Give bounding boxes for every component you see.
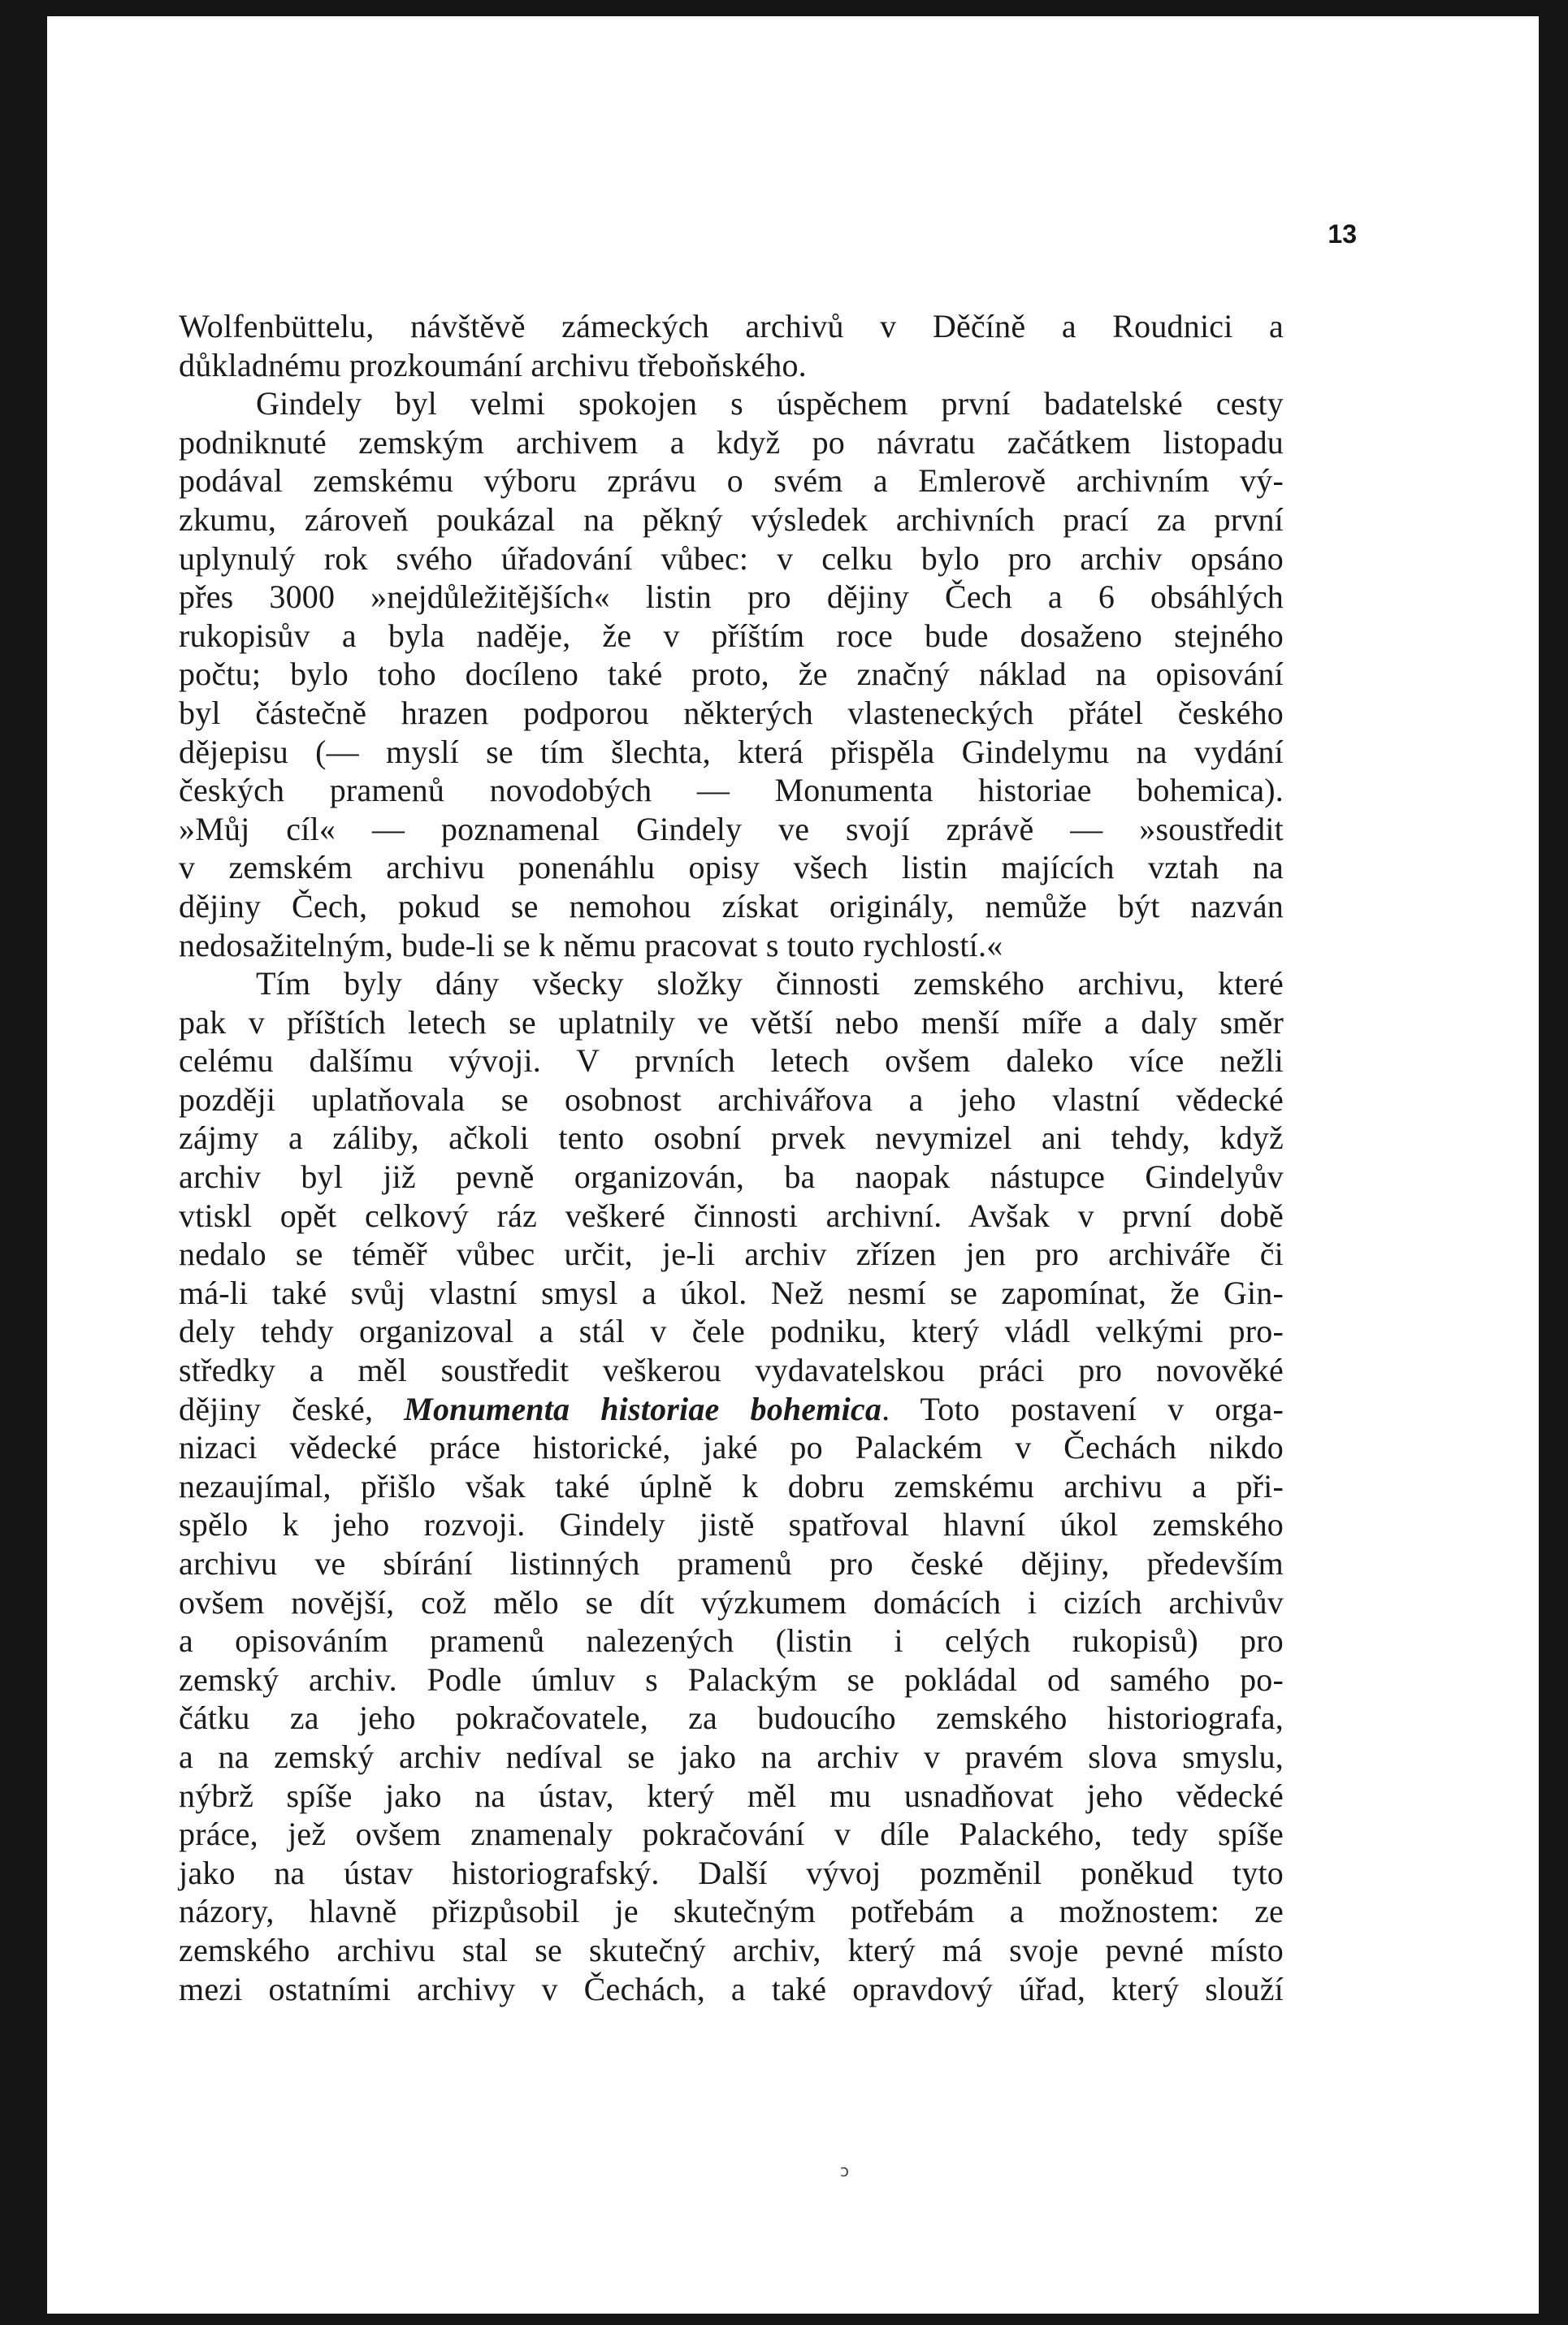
text-line: rukopisův a byla naděje, že v příštím roce bude dosaženo stejného — [179, 617, 1284, 654]
body-text — [179, 307, 1284, 2008]
text-line: Tím byly dány všecky složky činnosti zemského archivu, které — [256, 965, 1284, 1002]
text-line: zemský archiv. Podle úmluv s Palackým se pokládal od samého po- — [179, 1660, 1284, 1698]
text-segment: dějiny české, — [179, 1390, 405, 1427]
text-line-with-italic-title — [179, 1390, 1284, 1429]
text-line: zájmy a záliby, ačkoli tento osobní prvek nevymizel ani tehdy, když — [179, 1119, 1284, 1157]
text-line: mezi ostatními archivy v Čechách, a také opravdový úřad, který slouží — [179, 1970, 1284, 2007]
text-line: zemského archivu stal se skutečný archiv, který má svoje pevné místo — [179, 1931, 1284, 1968]
text-line: zkumu, zároveň poukázal na pěkný výsledek archivních prací za první — [179, 500, 1284, 538]
text-line: celému dalšímu vývoji. V prvních letech ovšem daleko více nežli — [179, 1042, 1284, 1080]
text-line: počtu; bylo toho docíleno také proto, že značný náklad na opisování — [179, 656, 1284, 693]
text-line: pak v příštích letech se uplatnily ve větší nebo menší míře a daly směr — [179, 1003, 1284, 1041]
text-line: středky a měl soustředit veškerou vydavatelskou práci pro novověké — [179, 1352, 1284, 1389]
text-line: práce, jež ovšem znamenaly pokračování v díle Palackého, tedy spíše — [179, 1816, 1284, 1853]
text-line: a opisováním pramenů nalezených (listin i celých rukopisů) pro — [179, 1622, 1284, 1660]
text-line: později uplatňovala se osobnost archivářova a jeho vlastní vědecké — [179, 1080, 1284, 1118]
text-line: spělo k jeho rozvoji. Gindely jistě spatřoval hlavní úkol zemského — [179, 1506, 1284, 1544]
text-line: jako na ústav historiografský. Další vývoj pozměnil poněkud tyto — [179, 1854, 1284, 1891]
text-line: dely tehdy organizoval a stál v čele podniku, který vládl velkými pro- — [179, 1313, 1284, 1350]
italic-title: Monumenta historiae bohemica — [404, 1390, 882, 1427]
text-line: nýbrž spíše jako na ústav, který měl mu usnadňovat jeho vědecké — [179, 1777, 1284, 1814]
text-line: má-li také svůj vlastní smysl a úkol. Než nesmí se zapomínat, že Gin- — [179, 1274, 1284, 1311]
text-line: českých pramenů novodobých — Monumenta historiae bohemica). — [179, 772, 1284, 809]
text-line: Gindely byl velmi spokojen s úspěchem první badatelské cesty — [256, 385, 1284, 422]
text-line: nedalo se téměř vůbec určit, je-li archiv zřízen jen pro archiváře či — [179, 1236, 1284, 1273]
text-line: a na zemský archiv nedíval se jako na archiv v pravém slova smyslu, — [179, 1738, 1284, 1775]
text-line: podával zemskému výboru zprávu o svém a Emlerově archivním vý- — [179, 462, 1284, 500]
text-line: vtiskl opět celkový ráz veškeré činnosti archivní. Avšak v první době — [179, 1197, 1284, 1234]
text-line: ovšem novější, což mělo se dít výzkumem domácích i cizích archivův — [179, 1583, 1284, 1621]
text-line: byl částečně hrazen podporou některých vlasteneckých přátel českého — [179, 694, 1284, 731]
text-line: dějiny Čech, pokud se nemohou získat originály, nemůže být nazván — [179, 887, 1284, 924]
text-line: archivu ve sbírání listinných pramenů pro české dějiny, především — [179, 1545, 1284, 1582]
text-line: archiv byl již pevně organizován, ba naopak nástupce Gindelyův — [179, 1158, 1284, 1196]
text-line: důkladnému prozkoumání archivu třeboňského. — [179, 346, 807, 383]
text-line: podniknuté zemským archivem a když po návratu začátkem listopadu — [179, 423, 1284, 461]
text-line: v zemském archivu ponenáhlu opisy všech listin majících vztah na — [179, 849, 1284, 886]
text-line: uplynulý rok svého úřadování vůbec: v celku bylo pro archiv opsáno — [179, 539, 1284, 577]
text-segment: . Toto postavení v orga- — [881, 1390, 1284, 1427]
bottom-mark: ɔ — [840, 2161, 849, 2180]
text-line: čátku za jeho pokračovatele, za budoucího zemského historiografa, — [179, 1699, 1284, 1737]
text-line: nedosažitelným, bude-li se k němu pracovat s touto rychlostí.« — [179, 926, 1003, 963]
text-line: »Můj cíl« — poznamenal Gindely ve svojí zprávě — »soustředit — [179, 810, 1284, 847]
text-line: nezaujímal, přišlo však také úplně k dobru zemskému archivu a při- — [179, 1467, 1284, 1505]
text-line: názory, hlavně přizpůsobil je skutečným potřebám a možnostem: ze — [179, 1893, 1284, 1930]
text-line: přes 3000 »nejdůležitějších« listin pro dějiny Čech a 6 obsáhlých — [179, 578, 1284, 616]
text-line: Wolfenbüttelu, návštěvě zámeckých archivů v Děčíně a Roudnici a — [179, 308, 1284, 344]
page-number: 13 — [1328, 219, 1357, 249]
text-line: nizaci vědecké práce historické, jaké po Palackém v Čechách nikdo — [179, 1429, 1284, 1466]
text-line: dějepisu (— myslí se tím šlechta, která přispěla Gindelymu na vydání — [179, 733, 1284, 770]
